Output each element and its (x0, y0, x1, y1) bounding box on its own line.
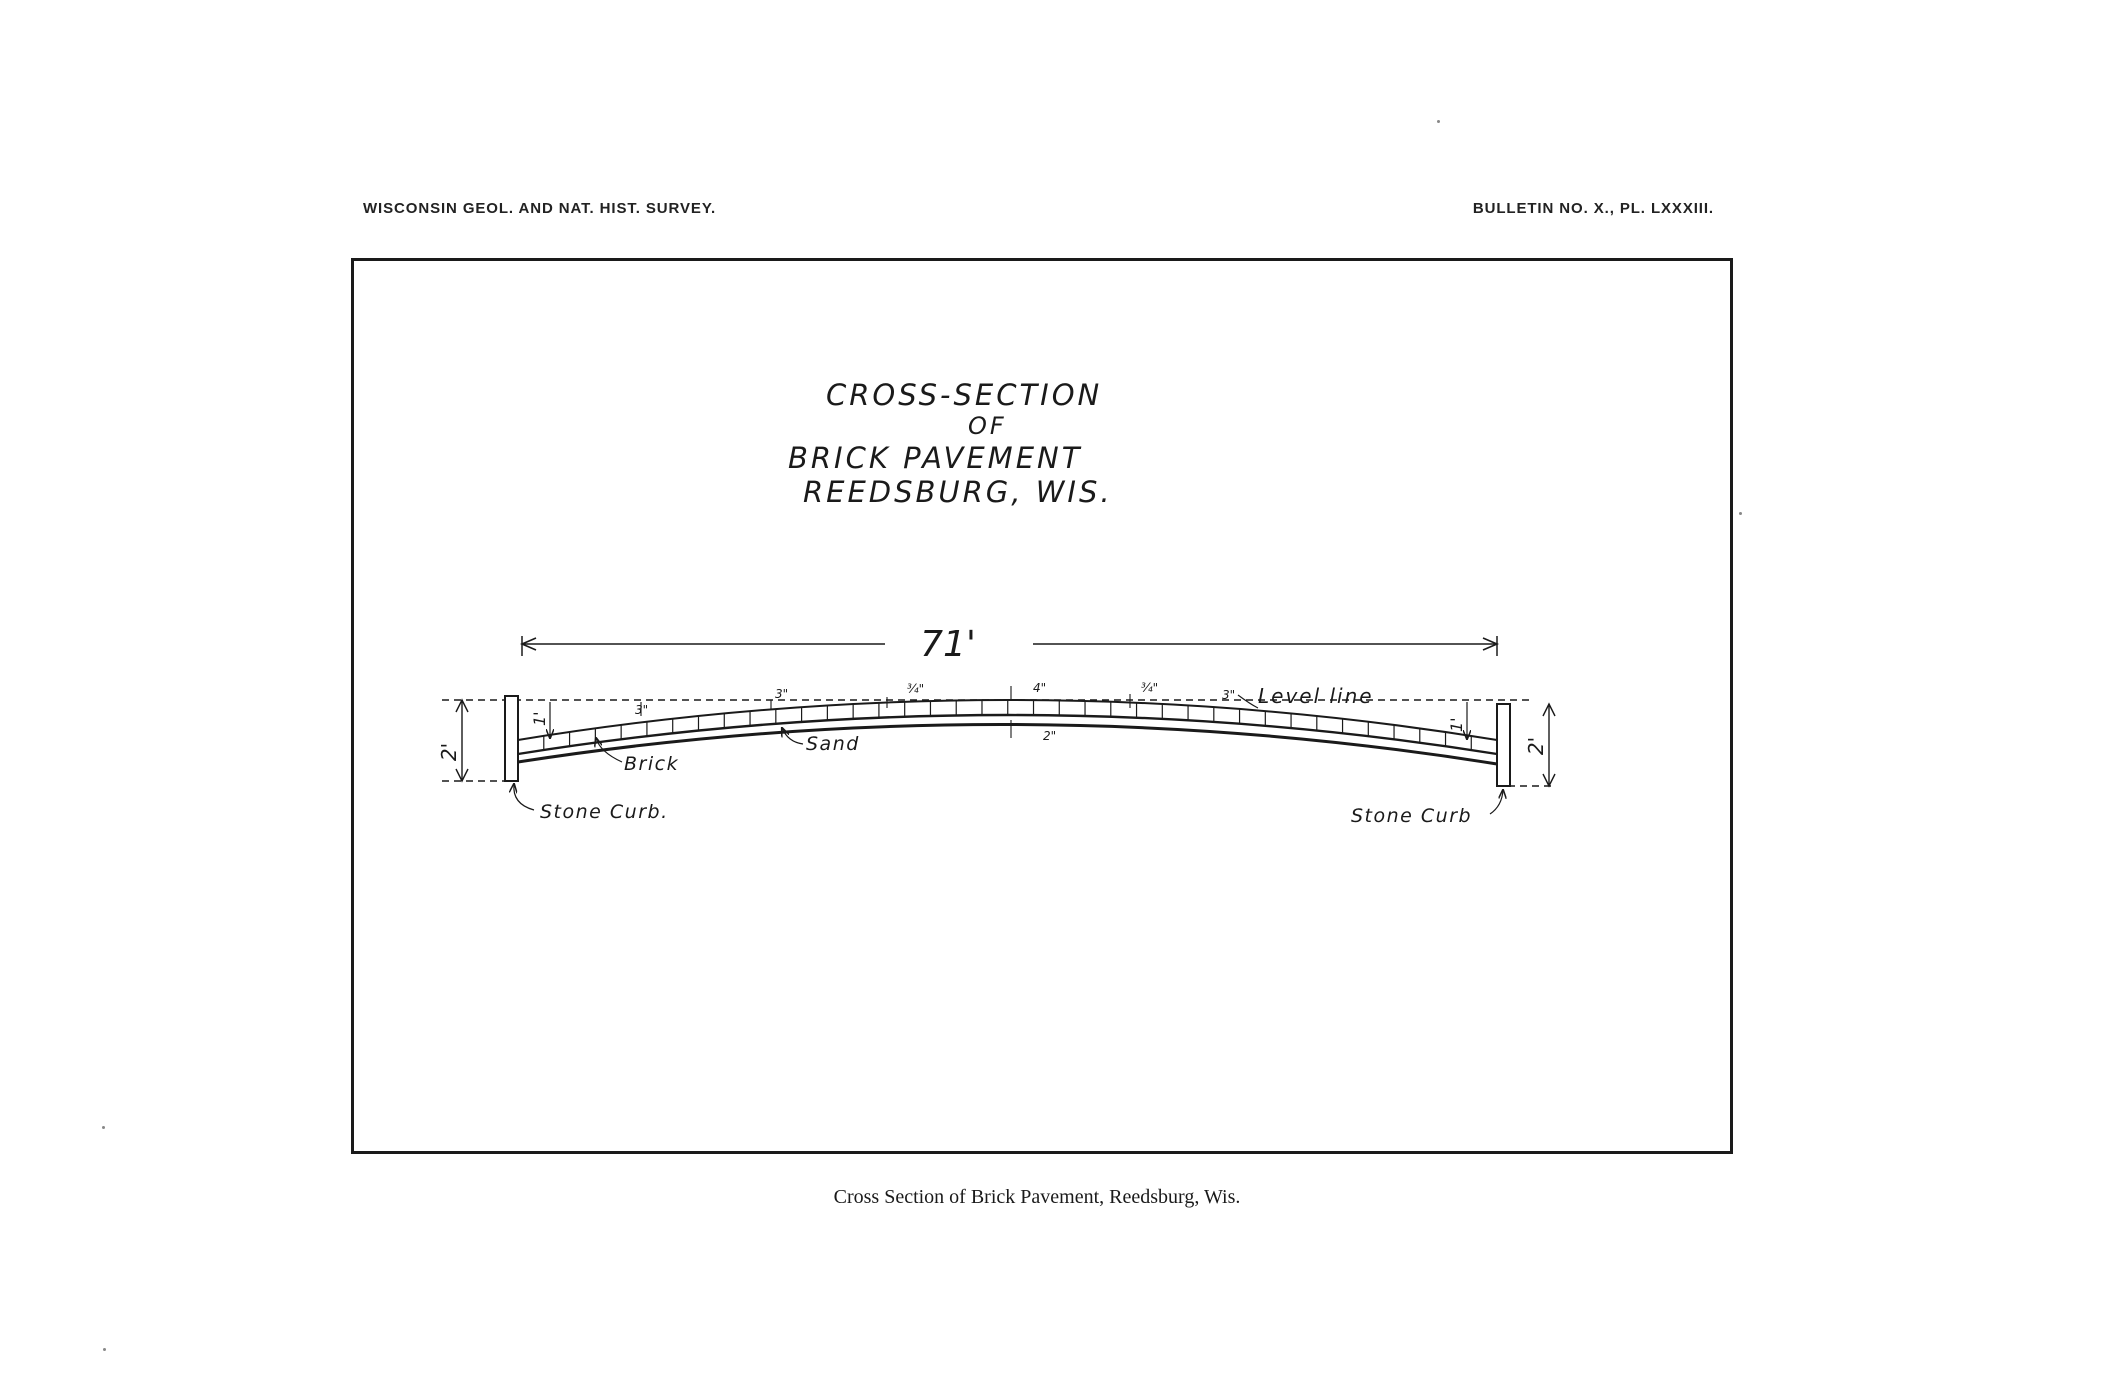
offset-label-2: 3" (775, 687, 789, 701)
stone-curb-right-label: Stone Curb (1351, 805, 1473, 827)
paper-speck (103, 1348, 106, 1351)
curb-height-left (437, 700, 468, 781)
plate-title-line-3: BRICK PAVEMENT (788, 441, 1083, 475)
sand-label: Sand (806, 733, 860, 755)
crown-drop-left-label: 1' (530, 711, 549, 726)
stone-curb-left (505, 696, 518, 781)
crown-drop-right-label: 1' (1447, 717, 1466, 732)
offset-label-3: ¾" (907, 682, 925, 696)
width-dimension-label: 71' (920, 624, 976, 665)
level-line-label: Level line (1258, 684, 1374, 708)
paper-speck (102, 1126, 105, 1129)
stone-curb-right-leader (1490, 790, 1503, 814)
stone-curb-left-leader (514, 784, 534, 810)
plate-title-line-1: CROSS-SECTION (826, 378, 1103, 412)
sand-thickness-label: 2" (1043, 729, 1057, 743)
header-survey-name: WISCONSIN GEOL. AND NAT. HIST. SURVEY. (363, 200, 717, 217)
stone-curb-left-label: Stone Curb. (540, 801, 669, 823)
offset-label-4: 4" (1033, 681, 1047, 695)
paper-speck (1437, 120, 1440, 123)
header-bulletin-plate: BULLETIN NO. X., PL. LXXXIII. (1472, 200, 1714, 217)
offset-label-1: 3" (635, 703, 649, 717)
brick-label: Brick (624, 753, 680, 775)
level-line-leader (1238, 695, 1258, 708)
plate-caption: Cross Section of Brick Pavement, Reedsburg, Wis. (833, 1186, 1241, 1208)
offset-label-6: 3" (1222, 688, 1236, 702)
paper-speck (1739, 512, 1742, 515)
curb-height-left-label: 2' (437, 742, 461, 762)
plate-title-line-4: REEDSBURG, WIS. (803, 475, 1113, 509)
curb-height-right-label: 2' (1524, 736, 1548, 756)
brick-bottom (518, 715, 1497, 754)
width-dimension (522, 624, 1497, 665)
stone-curb-right (1497, 704, 1510, 786)
curb-height-right (1524, 704, 1555, 786)
offset-label-5: ¾" (1141, 681, 1159, 695)
plate-title-line-2: OF (968, 412, 1007, 440)
